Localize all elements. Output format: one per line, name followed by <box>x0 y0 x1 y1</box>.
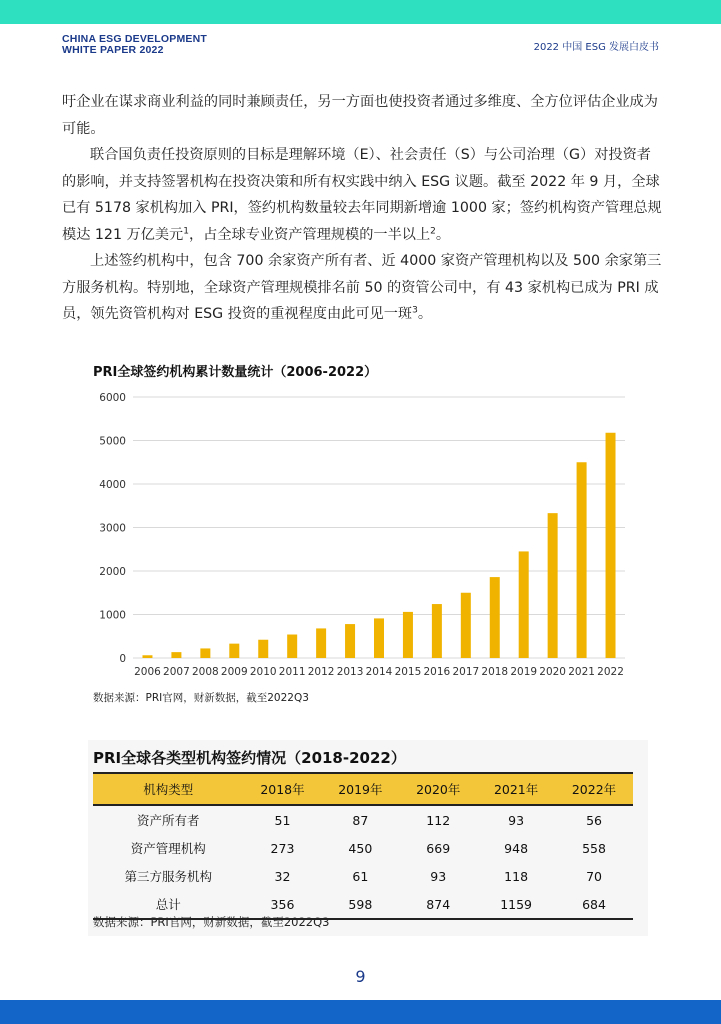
y-tick-label: 5000 <box>99 435 126 448</box>
x-tick-label: 2022 <box>597 666 624 678</box>
table-cell: 874 <box>426 896 451 912</box>
x-tick-label: 2010 <box>249 666 277 678</box>
x-tick-label: 2020 <box>539 666 567 678</box>
table-cell: 450 <box>348 840 373 856</box>
table-cell: 资产所有者 <box>137 813 200 828</box>
header-cell: 2019年 <box>321 773 399 805</box>
paragraph-3-end: 。 <box>417 306 433 322</box>
table-cell: 32 <box>274 868 291 884</box>
paragraph-3-text: 上述签约机构中，包含 700 余家资产所有者、近 4000 家资产管理机构以及 500 余家第三方服务机构。特别地，全球资产管理规模排名前 50 的资管公司中，有 43 家机构已成为 PRI 成员，领先资管机构对 ESG 投资的重视程度由此可见一斑 <box>62 253 662 322</box>
x-tick-label: 2012 <box>307 666 335 678</box>
bar <box>548 513 558 658</box>
bottom-color-band <box>0 1000 721 1024</box>
table-cell: 56 <box>586 812 602 828</box>
table-cell: 61 <box>352 868 369 884</box>
report-series-title <box>62 34 207 56</box>
y-tick-label: 2000 <box>99 566 126 578</box>
top-color-band <box>0 0 721 24</box>
paragraph-3 <box>62 248 662 328</box>
x-tick-label: 2017 <box>452 666 480 678</box>
report-series-title-line1: CHINA ESG DEVELOPMENT <box>62 33 207 45</box>
table-cell: 87 <box>352 812 369 828</box>
chart-source-note: 数据来源：PRI官网，财新数据，截至2022Q3 <box>93 692 309 704</box>
table-cell: 93 <box>430 868 447 884</box>
table-cell: 112 <box>426 812 451 828</box>
table-cell: 51 <box>274 812 291 828</box>
y-tick-label: 4000 <box>99 479 126 491</box>
table-cell: 273 <box>270 840 295 856</box>
table-cell: 93 <box>508 812 525 828</box>
x-tick-label: 2014 <box>365 666 393 678</box>
x-tick-label: 2013 <box>336 666 364 678</box>
table-cell: 598 <box>348 896 373 912</box>
report-series-title-line2: WHITE PAPER 2022 <box>62 44 164 56</box>
table-source-note: 数据来源：PRI官网，财新数据，截至2022Q3 <box>93 915 330 929</box>
bar <box>490 577 500 658</box>
table-cell: 948 <box>504 840 529 856</box>
y-tick-label: 0 <box>119 653 126 665</box>
bar <box>577 462 587 658</box>
table-row <box>93 862 633 890</box>
bar <box>142 655 152 658</box>
bar <box>432 604 442 658</box>
table-cell: 558 <box>582 840 606 856</box>
footnote-ref-2[interactable]: 2 <box>430 225 436 236</box>
table-cell: 1159 <box>500 896 533 912</box>
bar <box>287 635 297 658</box>
bar <box>519 551 529 658</box>
table-title: PRI全球各类型机构签约情况（2018-2022） <box>93 749 406 767</box>
paragraph-2-text: 联合国负责任投资原则的目标是理解环境（E）、社会责任（S）与公司治理（G）对投资者的影响，并支持签署机构在投资决策和所有权实践中纳入 ESG 议题。截至 2022 年 9 月，全球已有 5178 家机构加入 PRI，签约机构数量较去年同期新增逾 1000 家；签约机构资产管理总规模达 121 万亿美元 <box>62 147 662 243</box>
footnote-ref-1[interactable]: 1 <box>183 225 189 236</box>
pri-signatory-table <box>93 772 633 920</box>
report-title-cn: 2022 中国 ESG 发展白皮书 <box>533 42 659 53</box>
chart-title: PRI全球签约机构累计数量统计（2006-2022） <box>93 365 378 380</box>
x-tick-label: 2015 <box>394 666 422 678</box>
header-cell: 2018年 <box>244 773 322 805</box>
bar <box>345 624 355 658</box>
paragraph-2-end: 。 <box>435 226 451 243</box>
table-row <box>93 805 633 834</box>
bar <box>461 593 471 658</box>
x-tick-label: 2006 <box>134 666 161 678</box>
table-cell: 669 <box>426 840 451 856</box>
bar <box>606 433 616 658</box>
page-number: 9 <box>355 967 366 986</box>
y-tick-label: 1000 <box>99 609 126 622</box>
bar <box>171 652 181 658</box>
x-tick-label: 2007 <box>163 666 190 678</box>
footnote-ref-3[interactable]: 3 <box>412 305 418 316</box>
header-cell: 机构类型 <box>93 773 244 805</box>
bar <box>200 648 210 658</box>
header-cell: 2020年 <box>399 773 477 805</box>
header-cell: 2022年 <box>555 773 633 805</box>
table-cell: 资产管理机构 <box>130 841 206 856</box>
x-tick-label: 2008 <box>191 666 219 678</box>
paragraph-2 <box>62 142 662 248</box>
x-tick-label: 2011 <box>278 666 306 678</box>
table-cell: 总计 <box>155 897 181 912</box>
table-header-row <box>93 773 633 805</box>
bar <box>258 640 268 658</box>
x-tick-label: 2019 <box>510 666 538 678</box>
table-cell: 684 <box>582 896 606 912</box>
bar <box>374 618 384 658</box>
bar-chart <box>88 386 633 686</box>
table-cell: 第三方服务机构 <box>124 869 213 884</box>
bar <box>403 612 413 658</box>
bar <box>229 644 239 658</box>
x-tick-label: 2009 <box>220 666 248 678</box>
bar <box>316 628 326 658</box>
paragraph-1: 吁企业在谋求商业利益的同时兼顾责任，另一方面也使投资者通过多维度、全方位评估企业成为可能。 <box>62 94 658 137</box>
x-tick-label: 2016 <box>423 666 451 678</box>
table-cell: 70 <box>586 868 602 884</box>
table-cell: 356 <box>270 896 295 912</box>
paragraph-2-text-continued: ，占全球专业资产管理规模的一半以上 <box>188 226 431 243</box>
x-tick-label: 2021 <box>568 666 595 678</box>
x-tick-label: 2018 <box>481 666 509 678</box>
y-tick-label: 3000 <box>99 522 126 535</box>
table-cell: 118 <box>504 868 529 884</box>
header-cell: 2021年 <box>477 773 555 805</box>
y-tick-label: 6000 <box>99 392 126 404</box>
table-row <box>93 834 633 862</box>
